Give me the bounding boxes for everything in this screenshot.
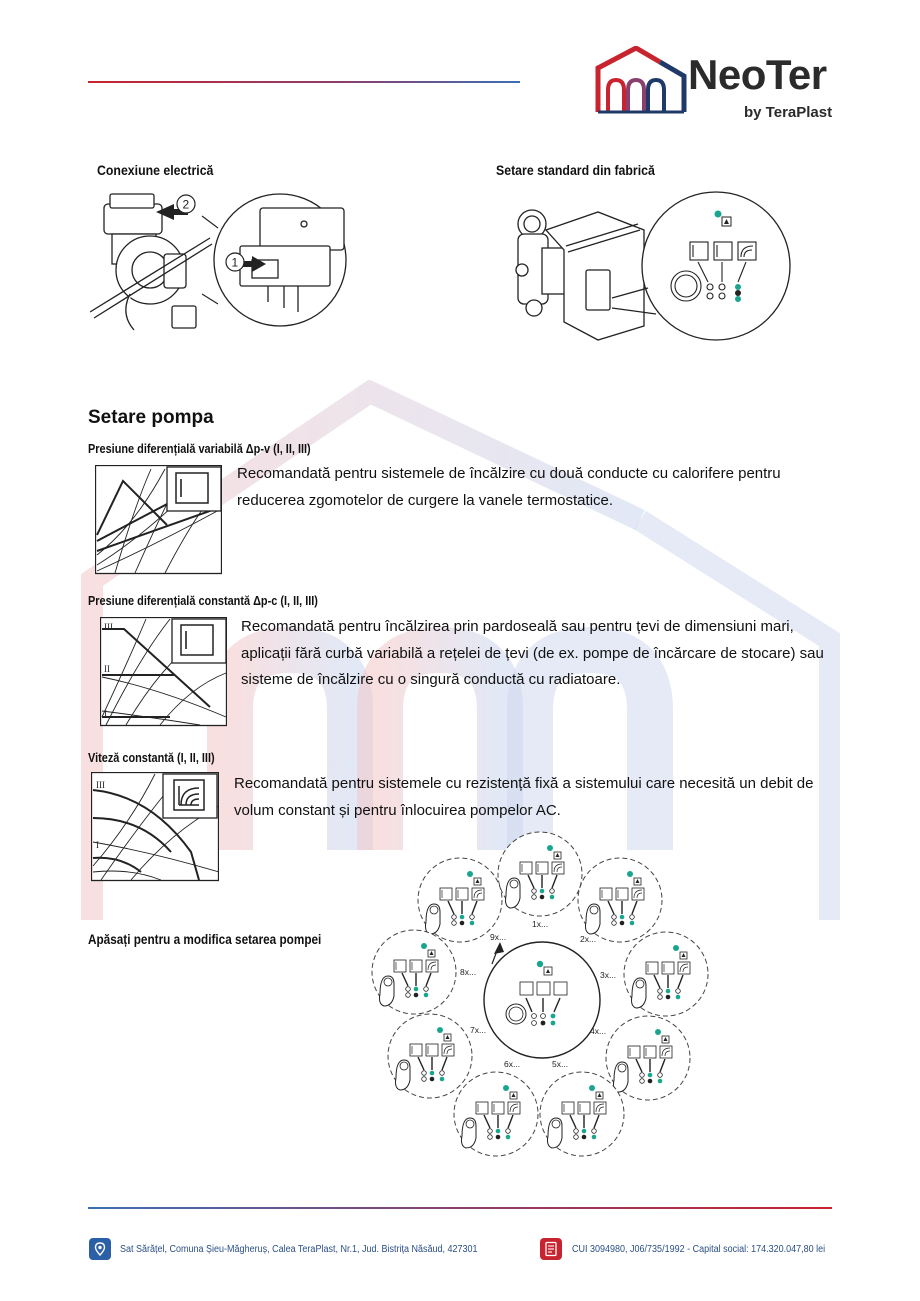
cycle-step-9: 9x...	[490, 932, 507, 942]
cycle-step-4: 4x...	[590, 1026, 607, 1036]
pump-setting-cycle-diagram	[366, 824, 716, 1160]
cycle-step-7: 7x...	[470, 1025, 487, 1035]
level-label-I: I	[96, 840, 99, 850]
mode-text-proportional: Recomandată pentru sistemele de încălzire cu două conducte cu calorifere pentru reducerea zgomotelor de curgere la vanele termostatice.	[237, 465, 781, 509]
mode-title-proportional: Presiune diferențială variabilă Δp-v (I, II, III)	[88, 441, 311, 456]
step-1-label: 1	[231, 255, 239, 270]
constant-speed-chart	[91, 772, 219, 882]
mode-title-constant-speed: Viteză constantă (I, II, III)	[88, 750, 215, 765]
mode-title-constant-pressure: Presiune diferențială constantă Δp-c (I, II, III)	[88, 593, 318, 608]
location-pin-icon	[89, 1238, 111, 1260]
level-label-I: I	[104, 709, 107, 719]
proportional-pressure-icon	[176, 473, 208, 503]
constant-speed-icon	[174, 780, 204, 810]
electric-caption: Conexiune electrică	[97, 162, 214, 178]
level-label-II: II	[104, 664, 110, 674]
mode-text-constant-speed: Recomandată pentru sistemele cu rezistență fixă a sistemului care necesită un debit de volum constant și pentru înlocuirea pompelor AC.	[234, 775, 814, 819]
footer-address: Sat Sărățel, Comuna Șieu-Măgheruș, Calea TeraPlast, Nr.1, Jud. Bistrița Năsăud, 427301	[120, 1244, 478, 1255]
cycle-step-1: 1x...	[532, 919, 549, 929]
constant-pressure-chart	[100, 617, 227, 727]
cycle-step-6: 6x...	[504, 1059, 521, 1069]
cycle-step-8: 8x...	[460, 967, 477, 977]
house-logo-icon	[594, 46, 688, 116]
electric-connection-figure	[90, 184, 355, 336]
level-label-III: III	[104, 622, 113, 632]
cycle-step-5: 5x...	[552, 1059, 569, 1069]
cycle-step-3: 3x...	[600, 970, 617, 980]
constant-pressure-icon	[181, 625, 213, 655]
brand-name: NeoTer	[688, 51, 827, 98]
cycle-step-2: 2x...	[580, 934, 597, 944]
factory-caption: Setare standard din fabrică	[496, 162, 655, 178]
level-label-III: III	[96, 780, 105, 790]
press-to-change-label: Apăsați pentru a modifica setarea pompei	[88, 931, 322, 947]
step-2-label: 2	[182, 197, 190, 212]
factory-setting-figure	[494, 190, 794, 350]
footer-company: CUI 3094980, J06/735/1992 - Capital social: 174.320.047,80 lei	[572, 1244, 826, 1255]
proportional-pressure-chart	[95, 465, 222, 575]
section-title: Setare pompa	[88, 407, 214, 428]
footer-rule	[88, 1206, 832, 1210]
brand-tagline: by TeraPlast	[744, 104, 833, 121]
document-icon	[540, 1238, 562, 1260]
brand-logo	[594, 46, 840, 126]
header-rule	[88, 80, 520, 84]
mode-text-constant-pressure: Recomandată pentru încălzirea prin pardoseală sau pentru țevi de dimensiuni mari, aplicații fără curbă variabilă a rețelei de țevi (de ex. pompe de încărcare de stocare) sau sisteme de încălzire cu o singură conductă cu radiatoare.	[241, 618, 824, 688]
